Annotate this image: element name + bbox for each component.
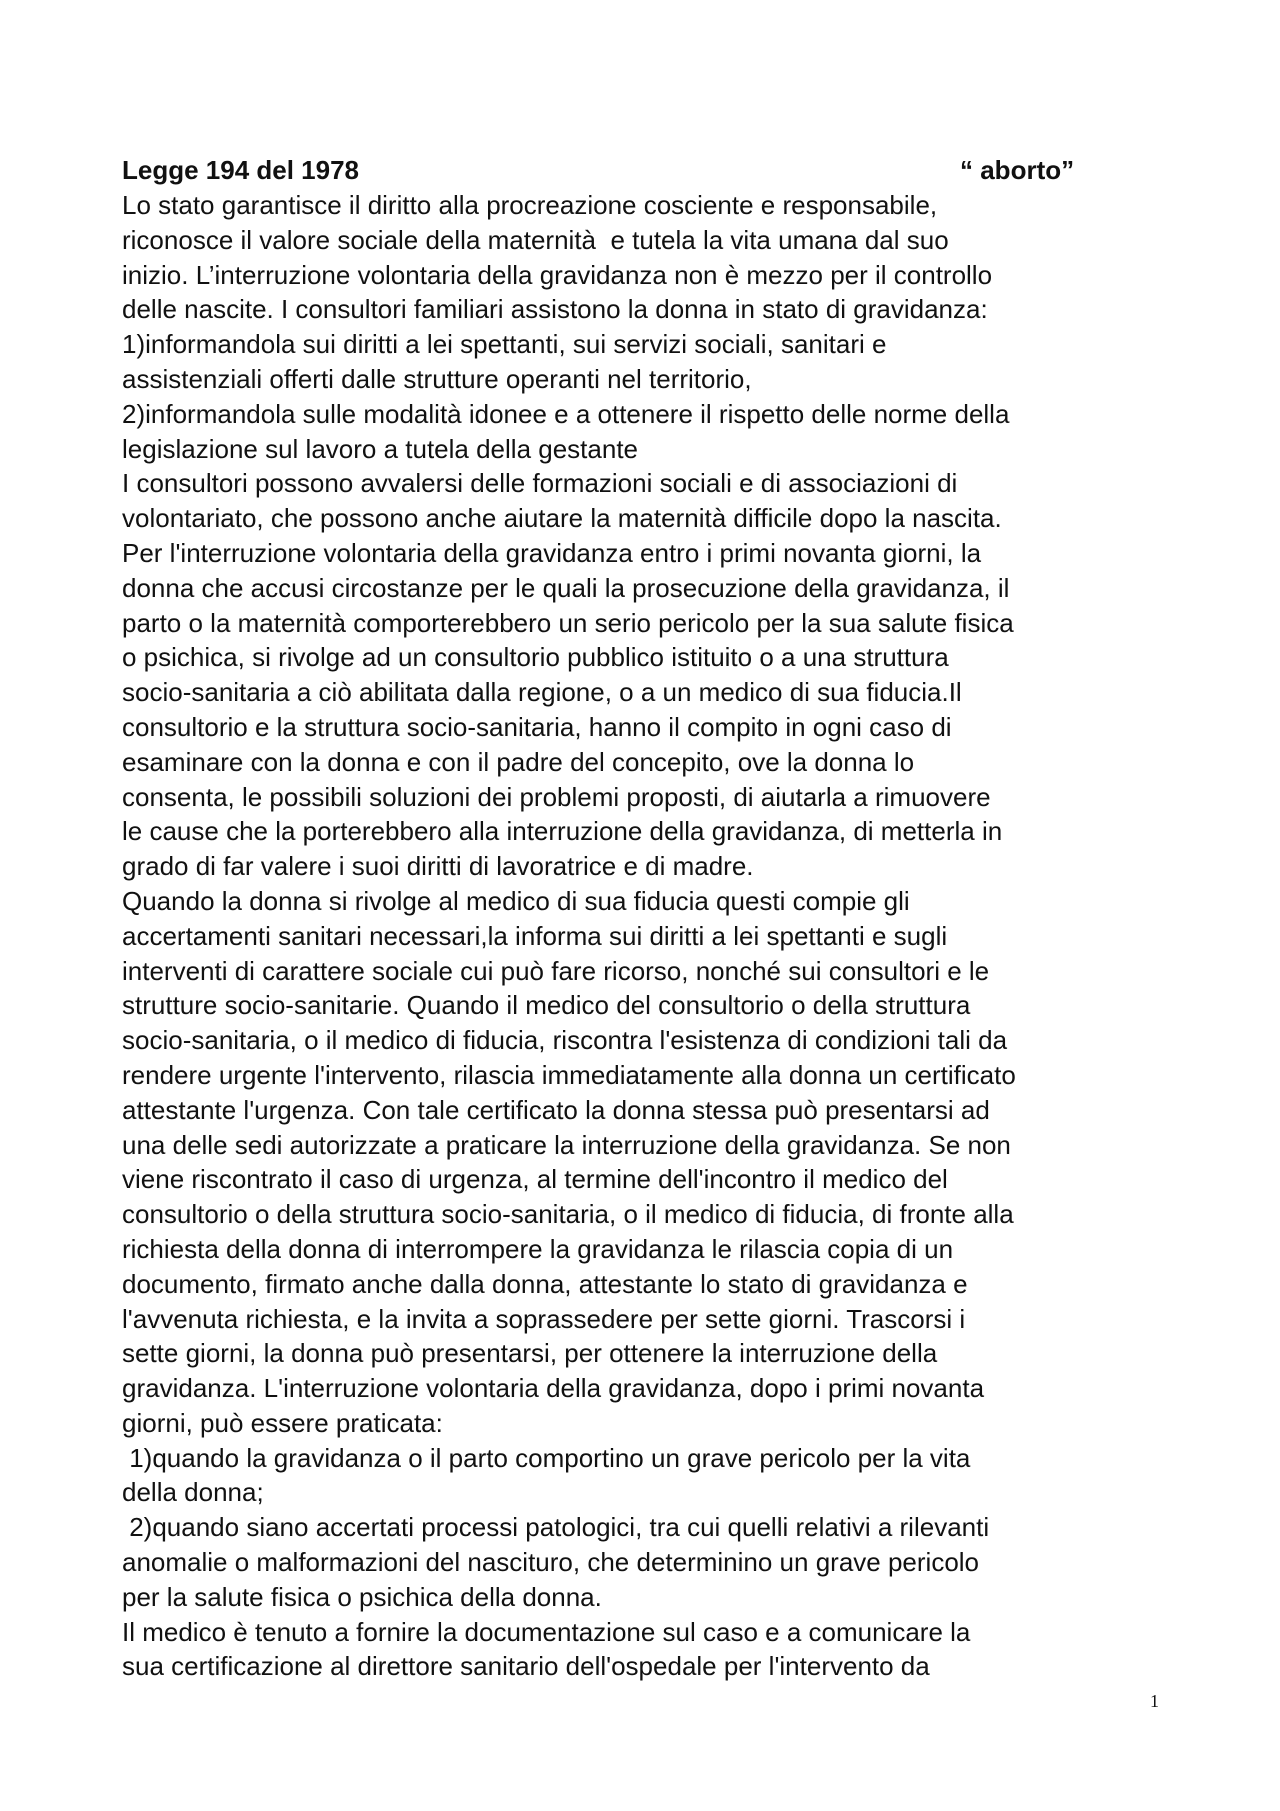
text-line: rendere urgente l'intervento, rilascia immediatamente alla donna un certificato bbox=[122, 1059, 1016, 1090]
text-line: o psichica, si rivolge ad un consultorio pubblico istituito o a una struttura bbox=[122, 642, 949, 673]
text-line: delle nascite. I consultori familiari assistono la donna in stato di gravidanza: bbox=[122, 294, 988, 325]
text-line: interventi di carattere sociale cui può fare ricorso, nonché sui consultori e le bbox=[122, 955, 990, 986]
text-line: I consultori possono avvalersi delle formazioni sociali e di associazioni di bbox=[122, 468, 958, 499]
text-line: Per l'interruzione volontaria della gravidanza entro i primi novanta giorni, la bbox=[122, 537, 982, 568]
text-line: Lo stato garantisce il diritto alla procreazione cosciente e responsabile, bbox=[122, 190, 938, 220]
text-line: l'avvenuta richiesta, e la invita a soprassedere per sette giorni. Trascorsi i bbox=[122, 1303, 966, 1334]
document-body bbox=[122, 188, 1182, 1684]
text-line: 2)informandola sulle modalità idonee e a ottenere il rispetto delle norme della bbox=[122, 398, 1010, 429]
text-line: richiesta della donna di interrompere la gravidanza le rilascia copia di un bbox=[122, 1233, 954, 1264]
text-line: inizio. L’interruzione volontaria della gravidanza non è mezzo per il controllo bbox=[122, 259, 993, 290]
text-line: viene riscontrato il caso di urgenza, al termine dell'incontro il medico del bbox=[122, 1164, 948, 1195]
text-line: attestante l'urgenza. Con tale certificato la donna stessa può presentarsi ad bbox=[122, 1094, 990, 1125]
text-line: legislazione sul lavoro a tutela della gestante bbox=[122, 433, 639, 464]
text-line: assistenziali offerti dalle strutture operanti nel territorio, bbox=[122, 363, 752, 394]
text-line: gravidanza. L'interruzione volontaria della gravidanza, dopo i primi novanta bbox=[122, 1373, 985, 1404]
text-line: anomalie o malformazioni del nascituro, che determinino un grave pericolo bbox=[122, 1547, 980, 1578]
text-line: Il medico è tenuto a fornire la documentazione sul caso e a comunicare la bbox=[122, 1616, 971, 1647]
page-number: 1 bbox=[1150, 1691, 1159, 1711]
text-line: 2)quando siano accertati processi patologici, tra cui quelli relativi a rilevanti bbox=[122, 1512, 990, 1543]
text-line: esaminare con la donna e con il padre del concepito, ove la donna lo bbox=[122, 746, 915, 777]
text-line: della donna; bbox=[122, 1477, 264, 1508]
text-line: 1)quando la gravidanza o il parto comportino un grave pericolo per la vita bbox=[122, 1442, 971, 1473]
text-line: parto o la maternità comporterebbero un serio pericolo per la sua salute fisica bbox=[122, 607, 1014, 638]
text-line: una delle sedi autorizzate a praticare la interruzione della gravidanza. Se non bbox=[122, 1129, 1011, 1160]
text-line: sette giorni, la donna può presentarsi, per ottenere la interruzione della bbox=[122, 1338, 938, 1369]
text-line: riconosce il valore sociale della maternità e tutela la vita umana dal suo bbox=[122, 224, 949, 255]
text-line: sua certificazione al direttore sanitario dell'ospedale per l'intervento da bbox=[122, 1651, 930, 1682]
text-line: giorni, può essere praticata: bbox=[122, 1407, 443, 1438]
text-line: socio-sanitaria, o il medico di fiducia, riscontra l'esistenza di condizioni tali da bbox=[122, 1025, 1008, 1056]
text-line: strutture socio-sanitarie. Quando il medico del consultorio o della struttura bbox=[122, 990, 971, 1021]
document-title: Legge 194 del 1978 bbox=[122, 155, 360, 185]
text-line: 1)informandola sui diritti a lei spettanti, sui servizi sociali, sanitari e bbox=[122, 329, 887, 360]
text-line: volontariato, che possono anche aiutare la maternità difficile dopo la nascita. bbox=[122, 503, 1002, 534]
text-line: consenta, le possibili soluzioni dei problemi proposti, di aiutarla a rimuovere bbox=[122, 781, 991, 812]
document-topic-tag: “ aborto” bbox=[960, 155, 1075, 185]
document-header bbox=[122, 152, 1102, 188]
text-line: donna che accusi circostanze per le quali la prosecuzione della gravidanza, il bbox=[122, 572, 1010, 603]
text-line: documento, firmato anche dalla donna, attestante lo stato di gravidanza e bbox=[122, 1268, 968, 1299]
text-line: per la salute fisica o psichica della donna. bbox=[122, 1581, 602, 1612]
text-line: le cause che la porterebbero alla interruzione della gravidanza, di metterla in bbox=[122, 816, 1003, 847]
text-line: Quando la donna si rivolge al medico di sua fiducia questi compie gli bbox=[122, 885, 910, 916]
text-line: accertamenti sanitari necessari,la informa sui diritti a lei spettanti e sugli bbox=[122, 920, 948, 951]
text-line: socio-sanitaria a ciò abilitata dalla regione, o a un medico di sua fiducia.Il bbox=[122, 677, 962, 708]
text-line: grado di far valere i suoi diritti di lavoratrice e di madre. bbox=[122, 851, 754, 882]
text-line: consultorio e la struttura socio-sanitaria, hanno il compito in ogni caso di bbox=[122, 711, 952, 742]
text-line: consultorio o della struttura socio-sanitaria, o il medico di fiducia, di fronte alla bbox=[122, 1199, 1014, 1230]
